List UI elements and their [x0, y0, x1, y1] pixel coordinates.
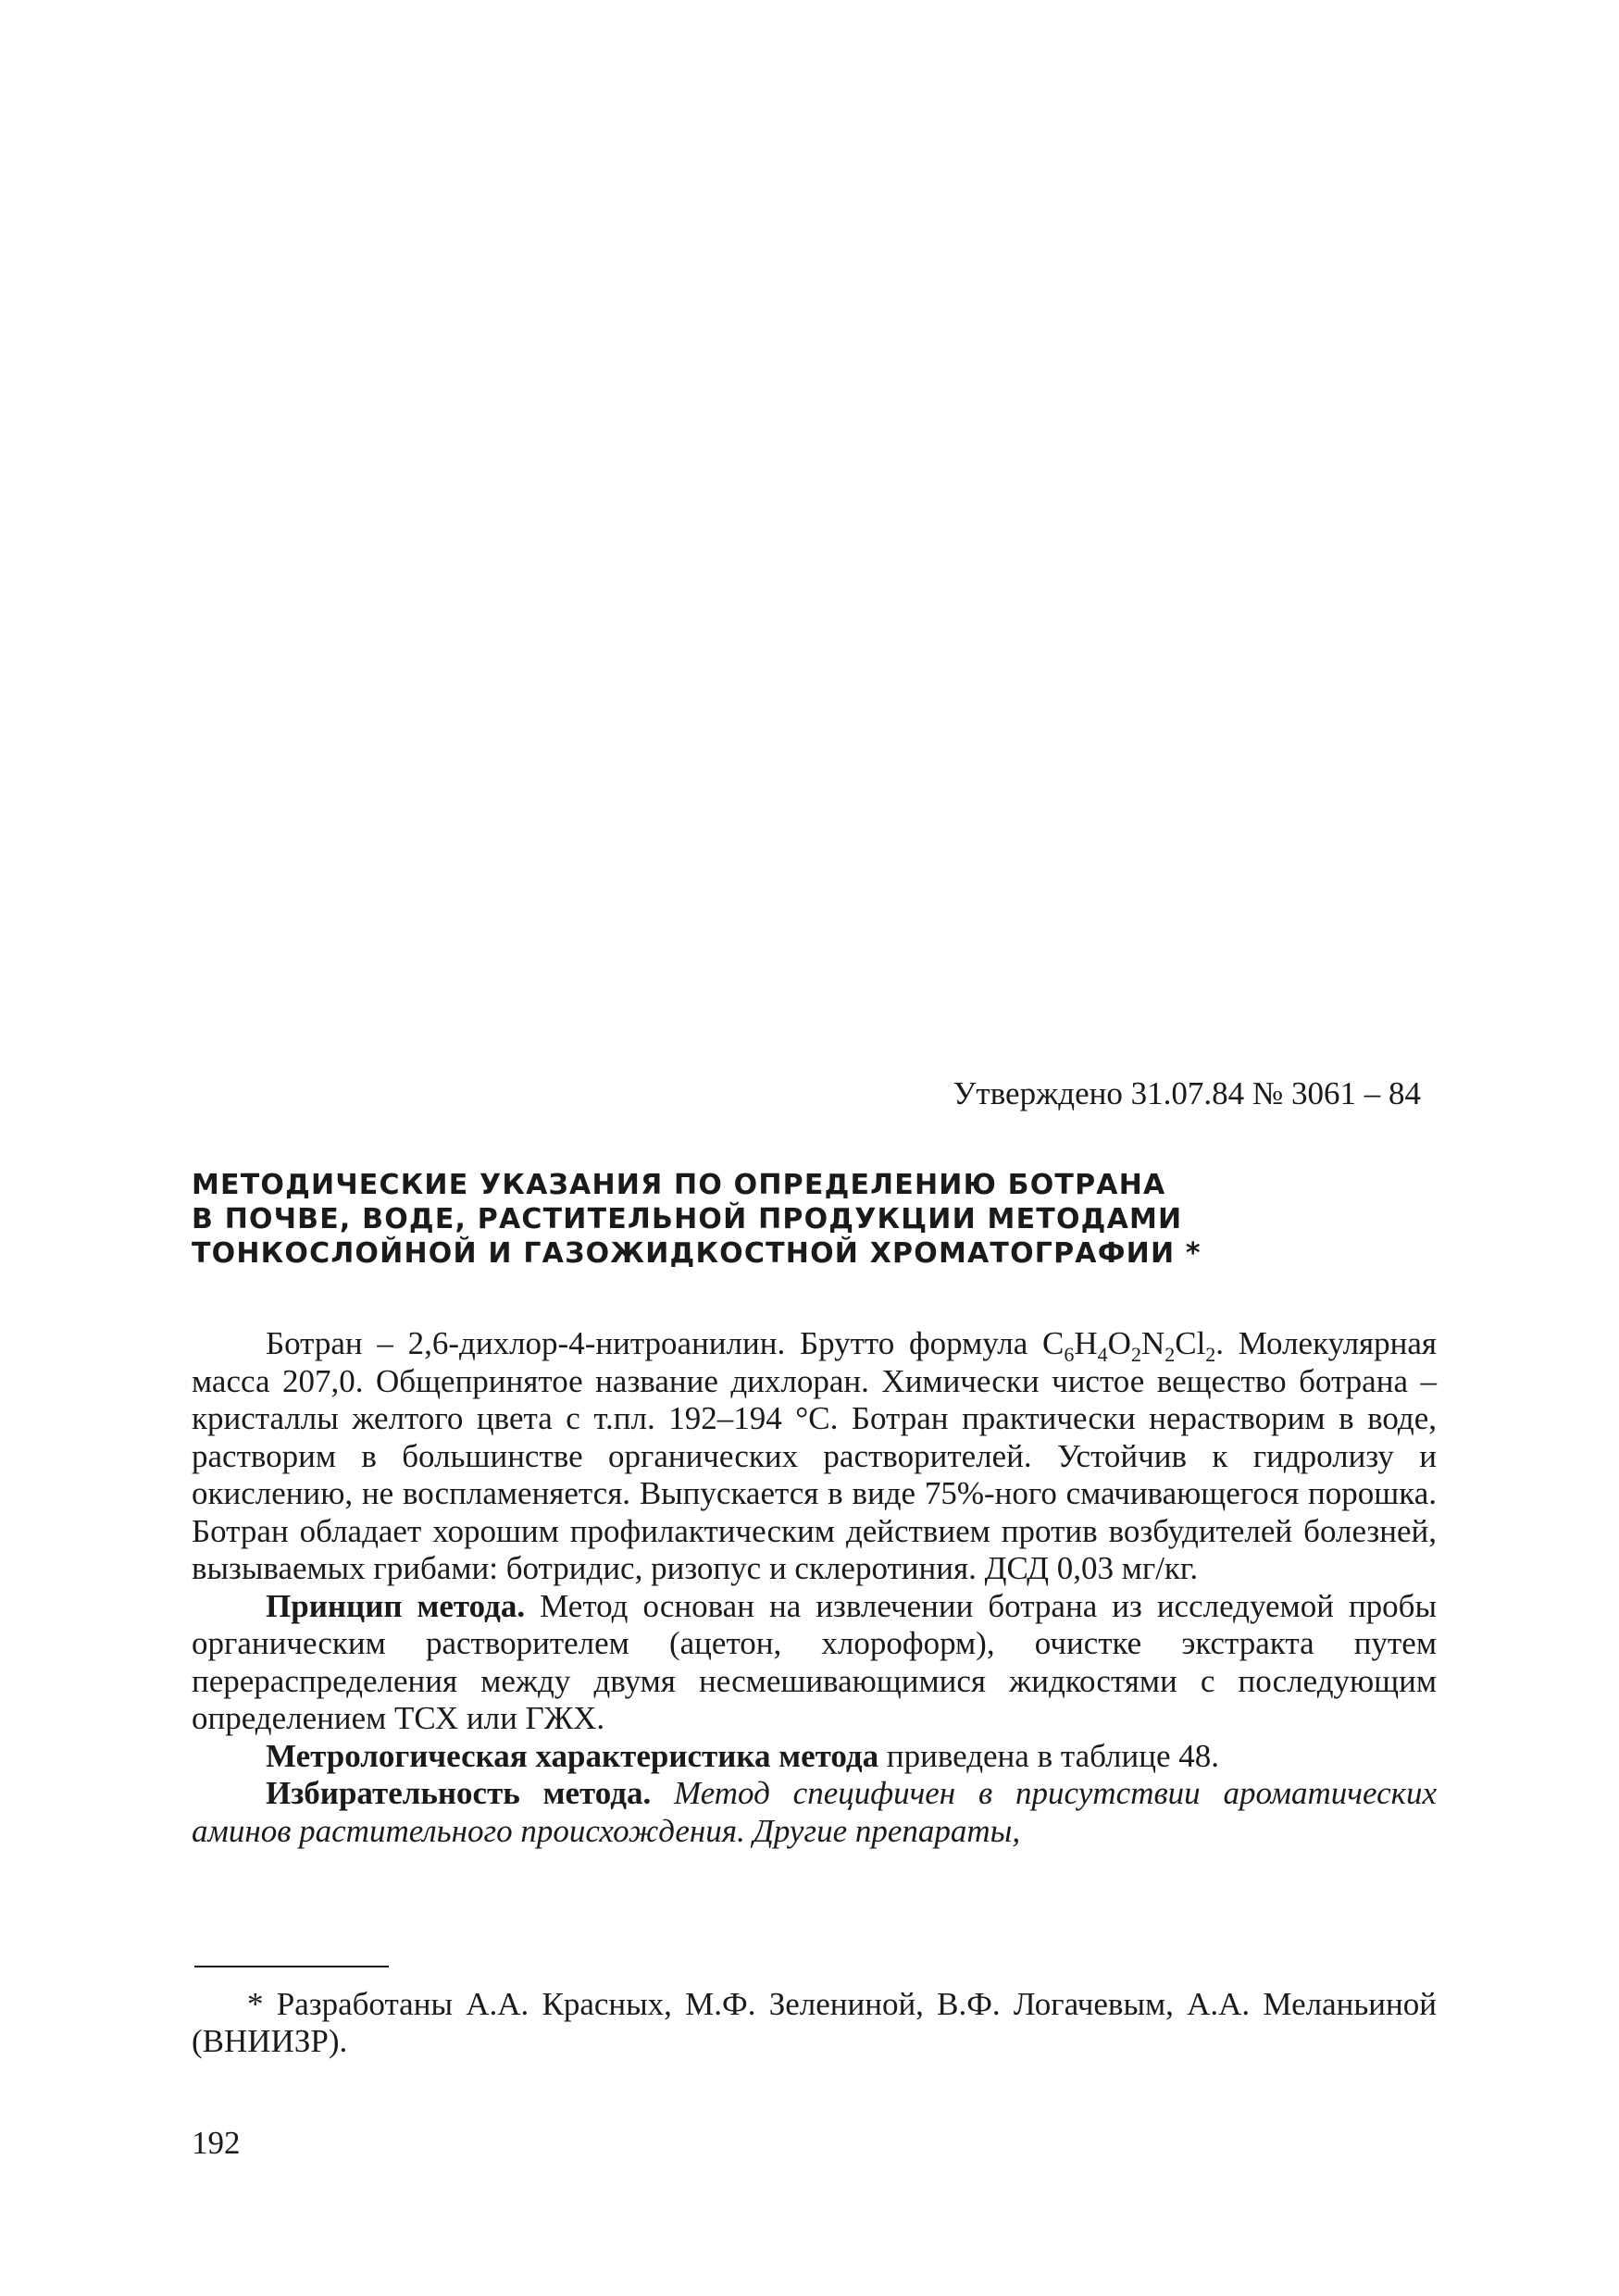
metrology-heading: Метрологическая характеристика метода [266, 1737, 879, 1774]
selectivity-heading: Избирательность метода. [266, 1775, 652, 1811]
principle-text: Метод основан на извлечении ботрана из исследуемой пробы органическим растворителем (ацетон, хлороформ), очистке экстракта путем перераспределения между двумя несмешивающимися жидкостями с последующим определением ТСХ или ГЖХ. [192, 1587, 1438, 1736]
footnote-divider [194, 1966, 389, 1967]
formula-nitrogen-count: 2 [1164, 1343, 1176, 1366]
formula-chlorine: Cl [1175, 1325, 1206, 1361]
title-line-1: МЕТОДИЧЕСКИЕ УКАЗАНИЯ ПО ОПРЕДЕЛЕНИЮ БОТРАНА [192, 1169, 1166, 1201]
chemical-formula [1042, 1325, 1216, 1366]
paragraph-metrology [192, 1738, 1437, 1776]
formula-chlorine-count: 2 [1205, 1343, 1216, 1366]
formula-oxygen: O [1107, 1325, 1131, 1361]
metrology-text: приведена в таблице 48. [878, 1737, 1220, 1774]
document-body [192, 1325, 1437, 1850]
title-line-3: ТОНКОСЛОЙНОЙ И ГАЗОЖИДКОСТНОЙ ХРОМАТОГРАФИИ * [192, 1237, 1202, 1270]
description-text-end: . Молекулярная масса 207,0. Общепринятое название дихлоран. Химически чистое вещество ботрана – кристаллы желтого цвета с т.пл. 192–194 °С. Ботран практически нерастворим в воде, растворим в большинстве органических растворителей. Устойчив к гидролизу и окислению, не воспламеняется. Выпускается в виде 75%-ного смачивающегося порошка. Ботран обладает хорошим профилактическим действием против возбудителей болезней, вызываемых грибами: ботридис, ризопус и склеротиния. ДСД 0,03 мг/кг. [192, 1325, 1437, 1586]
description-text-start: Ботран – 2,6-дихлор-4-нитроанилин. Брутто формула [266, 1325, 1043, 1361]
paragraph-selectivity [192, 1775, 1437, 1850]
title-line-2: В ПОЧВЕ, ВОДЕ, РАСТИТЕЛЬНОЙ ПРОДУКЦИИ МЕТОДАМИ [192, 1203, 1183, 1235]
formula-hydrogen-count: 4 [1097, 1343, 1108, 1366]
paragraph-principle [192, 1588, 1437, 1738]
principle-heading: Принцип метода. [266, 1587, 526, 1624]
formula-hydrogen: H [1074, 1325, 1098, 1361]
document-title [192, 1168, 1441, 1271]
selectivity-text: Метод специфичен в присутствии ароматических аминов растительного происхождения. Другие препараты, [192, 1775, 1438, 1849]
page-number: 192 [192, 2125, 241, 2161]
formula-oxygen-count: 2 [1130, 1343, 1141, 1366]
formula-carbon-count: 6 [1064, 1343, 1075, 1366]
approval-note: Утверждено 31.07.84 № 3061 – 84 [953, 1075, 1421, 1111]
formula-carbon: C [1042, 1325, 1065, 1361]
paragraph-description [192, 1325, 1437, 1588]
formula-nitrogen: N [1140, 1325, 1165, 1361]
footnote: * Разработаны А.А. Красных, М.Ф. Зелениной, В.Ф. Логачевым, А.А. Меланьиной (ВНИИЗР). [192, 1986, 1437, 2059]
